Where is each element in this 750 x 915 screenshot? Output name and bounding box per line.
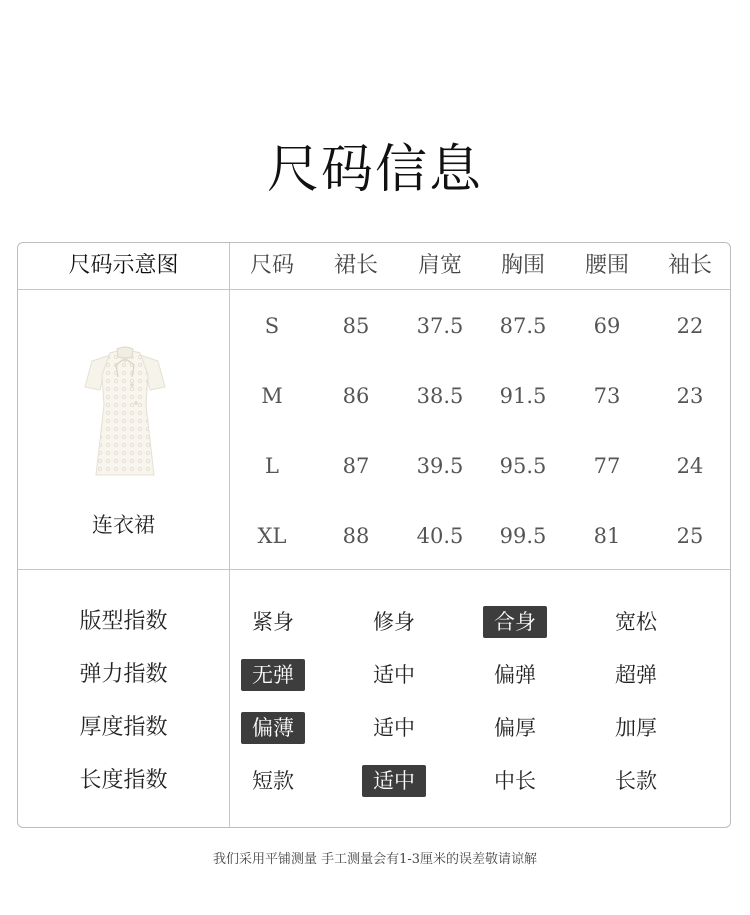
- shoulder-cell: 38.5: [416, 384, 464, 408]
- col-header-waist: 腰围: [584, 253, 629, 278]
- index-label: 厚度指数: [79, 715, 168, 740]
- index-option: 短款: [252, 769, 294, 793]
- col-header-sleeve: 袖长: [667, 253, 712, 278]
- index-option: 修身: [373, 610, 415, 634]
- length-cell: 85: [342, 314, 370, 338]
- bust-cell: 87.5: [499, 314, 547, 338]
- index-option: 超弹: [615, 663, 657, 687]
- size-cell: M: [261, 384, 283, 408]
- bust-cell: 91.5: [499, 384, 547, 408]
- index-option: 加厚: [615, 716, 657, 740]
- index-option-selected: 无弹: [241, 659, 305, 691]
- page-title: 尺码信息: [266, 140, 483, 200]
- index-option: 紧身: [252, 610, 294, 634]
- sleeve-cell: 25: [676, 524, 704, 548]
- waist-cell: 73: [593, 384, 621, 408]
- index-option: 宽松: [615, 610, 657, 634]
- index-option: 偏厚: [494, 716, 536, 740]
- sleeve-cell: 24: [676, 454, 704, 478]
- size-cell: L: [265, 454, 279, 478]
- garment-label: 连衣裙: [92, 513, 155, 537]
- shoulder-cell: 40.5: [416, 524, 464, 548]
- index-option-selected: 适中: [362, 765, 426, 797]
- index-option: 长款: [615, 769, 657, 793]
- index-label: 长度指数: [79, 768, 168, 793]
- measurement-note: 我们采用平铺测量 手工测量会有1-3厘米的误差敬请谅解: [212, 852, 538, 867]
- length-cell: 88: [342, 524, 370, 548]
- size-diagram-header: 尺码示意图: [68, 253, 179, 278]
- size-cell: S: [264, 314, 280, 338]
- index-label: 版型指数: [79, 609, 168, 634]
- waist-cell: 69: [593, 314, 621, 338]
- sleeve-cell: 23: [676, 384, 704, 408]
- size-cell: XL: [257, 524, 287, 548]
- col-header-bust: 胸围: [500, 253, 545, 278]
- shoulder-cell: 37.5: [416, 314, 464, 338]
- sleeve-cell: 22: [676, 314, 704, 338]
- col-header-shoulder: 肩宽: [417, 253, 462, 278]
- bust-cell: 99.5: [499, 524, 547, 548]
- shoulder-cell: 39.5: [416, 454, 464, 478]
- size-info-card: [17, 242, 731, 828]
- dress-illustration-icon: [80, 345, 170, 477]
- waist-cell: 81: [593, 524, 621, 548]
- length-cell: 87: [342, 454, 370, 478]
- header-divider: [18, 289, 730, 290]
- index-option: 中长: [494, 769, 536, 793]
- length-cell: 86: [342, 384, 370, 408]
- index-option-selected: 合身: [483, 606, 547, 638]
- col-header-size: 尺码: [249, 253, 294, 278]
- col-header-length: 裙长: [333, 253, 378, 278]
- index-option: 适中: [373, 716, 415, 740]
- waist-cell: 77: [593, 454, 621, 478]
- index-option-selected: 偏薄: [241, 712, 305, 744]
- bust-cell: 95.5: [499, 454, 547, 478]
- index-option: 偏弹: [494, 663, 536, 687]
- section-divider: [18, 569, 730, 570]
- index-option: 适中: [373, 663, 415, 687]
- index-label: 弹力指数: [79, 662, 168, 687]
